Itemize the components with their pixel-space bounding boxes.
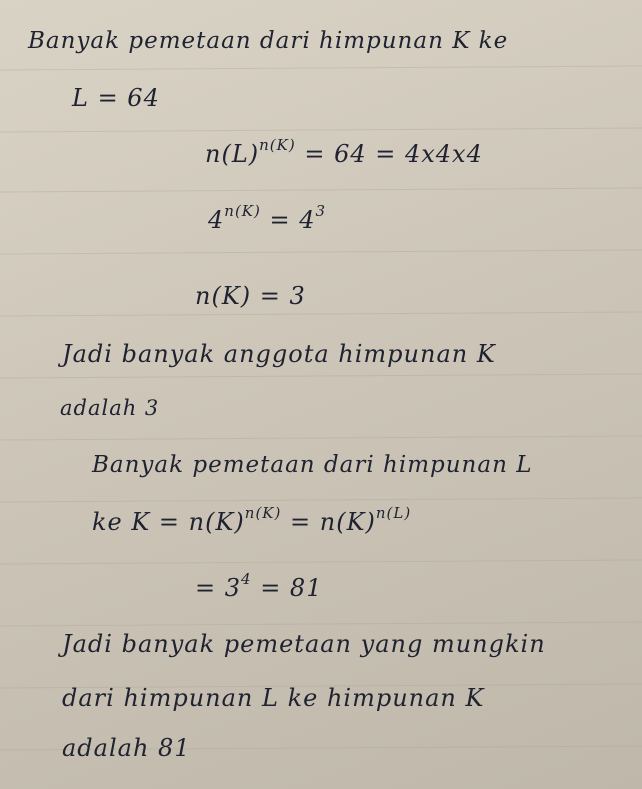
handwritten-line-4 — [208, 202, 327, 234]
power-exponent: n(L) — [375, 504, 412, 522]
equation-middle: = n(K) — [281, 508, 376, 536]
equation-result: = 81 — [251, 574, 323, 602]
handwritten-line-1: Banyak pemetaan dari himpunan K ke — [28, 28, 509, 54]
handwritten-line-5: n(K) = 3 — [195, 282, 306, 310]
equation-rest: = 4 — [260, 206, 316, 234]
power-base: n(L) — [205, 140, 260, 168]
power-base: 4 — [208, 206, 225, 234]
power-exponent: 3 — [315, 202, 327, 220]
handwritten-line-10 — [195, 570, 323, 602]
handwritten-line-6: Jadi banyak anggota himpunan K — [62, 340, 496, 368]
handwritten-line-12: dari himpunan L ke himpunan K — [62, 684, 485, 712]
power-exponent: n(K) — [259, 136, 296, 154]
equation-start: = 3 — [195, 574, 242, 602]
handwritten-line-8: Banyak pemetaan dari himpunan L — [92, 452, 533, 478]
handwritten-line-3 — [205, 136, 483, 168]
equation-rest: = 64 = 4x4x4 — [295, 140, 483, 168]
handwritten-line-11: Jadi banyak pemetaan yang mungkin — [62, 630, 546, 658]
handwritten-line-9 — [92, 504, 412, 536]
power-exponent: n(K) — [224, 202, 261, 220]
handwritten-line-7: adalah 3 — [60, 396, 160, 420]
power-base: n(K) — [188, 508, 245, 536]
handwritten-line-13: adalah 81 — [62, 734, 191, 762]
power-exponent: 4 — [241, 570, 252, 588]
handwritten-line-2: L = 64 — [72, 84, 160, 112]
equation-prefix: ke K = — [92, 508, 189, 536]
power-exponent: n(K) — [244, 504, 282, 522]
